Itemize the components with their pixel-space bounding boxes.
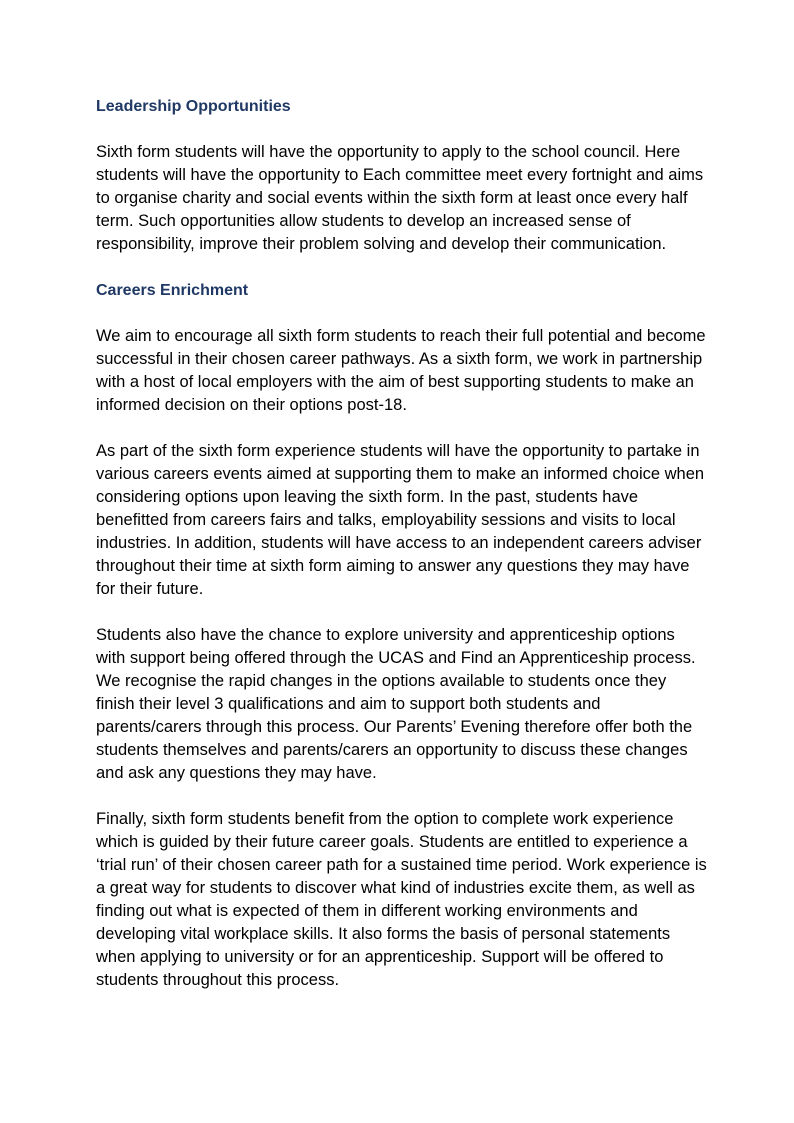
spacer [96,302,708,325]
paragraph-university-apprenticeship: Students also have the chance to explore university and apprenticeship options with support being offered through the UCAS and Find an Apprenticeship process. We recognise the rapid changes in the options available to students once they finish their level 3 qualifications and aim to support both students and parents/carers through this process. Our Parents’ Evening therefore offer both the students themselves and parents/carers an opportunity to discuss these changes and ask any questions they may have. [96,626,696,782]
spacer [96,601,708,624]
heading-careers-enrichment: Careers Enrichment [96,282,249,299]
paragraph-leadership: Sixth form students will have the opportunity to apply to the school council. Here students will have the opportunity to Each committee meet every fortnight and aims to organise charity and social events within the sixth form at least once every half term. Such opportunities allow students to develop an increased sense of responsibility, improve their problem solving and develop their communication. [96,143,704,253]
spacer [96,417,708,440]
document-page [96,95,708,992]
spacer [96,118,708,141]
spacer [96,785,708,808]
paragraph-work-experience: Finally, sixth form students benefit from the option to complete work experience which is guided by their future career goals. Students are entitled to experience a ‘trial run’ of their chosen career path for a sustained time period. Work experience is a great way for students to discover what kind of industries excite them, as well as finding out what is expected of them in different working environments and developing vital workplace skills. It also forms the basis of personal statements when applying to university or for an apprenticeship. Support will be offered to students throughout this process. [96,810,707,989]
heading-leadership-opportunities: Leadership Opportunities [96,98,291,115]
paragraph-careers-aim: We aim to encourage all sixth form students to reach their full potential and become successful in their chosen career pathways. As a sixth form, we work in partnership with a host of local employers with the aim of best supporting students to make an informed decision on their options post-18. [96,327,706,414]
paragraph-careers-events: As part of the sixth form experience students will have the opportunity to partake in various careers events aimed at supporting them to make an informed choice when considering options upon leaving the sixth form. In the past, students have benefitted from careers fairs and talks, employability sessions and visits to local industries. In addition, students will have access to an independent careers adviser throughout their time at sixth form aiming to answer any questions they may have for their future. [96,442,705,598]
spacer [96,256,708,279]
